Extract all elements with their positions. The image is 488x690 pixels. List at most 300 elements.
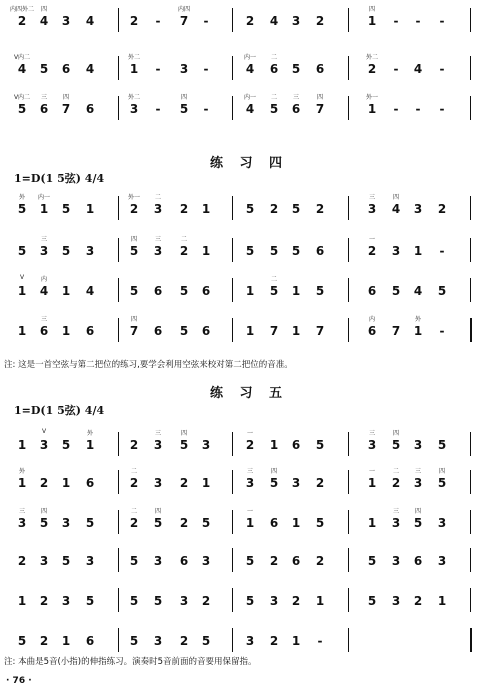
note: 5 bbox=[413, 516, 423, 530]
note: 2 bbox=[269, 202, 279, 216]
score-row bbox=[0, 428, 488, 454]
bar-line bbox=[348, 628, 349, 652]
fingering-mark: 内一 bbox=[37, 194, 51, 201]
bar-line bbox=[348, 278, 349, 302]
note: 5 bbox=[61, 202, 71, 216]
note: 6 bbox=[269, 62, 279, 76]
note: 1 bbox=[413, 324, 423, 338]
note: 2 bbox=[179, 516, 189, 530]
note: 5 bbox=[245, 202, 255, 216]
note: 6 bbox=[291, 102, 301, 116]
note: 5 bbox=[129, 634, 139, 648]
note: 6 bbox=[85, 102, 95, 116]
bar-line bbox=[470, 432, 471, 456]
note: 3 bbox=[391, 554, 401, 568]
note: 5 bbox=[61, 244, 71, 258]
fingering-mark: 内 bbox=[368, 316, 376, 323]
note: 2 bbox=[315, 476, 325, 490]
fingering-mark: 二 bbox=[154, 194, 162, 201]
note: - bbox=[439, 244, 445, 258]
fingering-mark: 外 bbox=[86, 430, 94, 437]
note: 3 bbox=[245, 634, 255, 648]
note: 1 bbox=[367, 476, 377, 490]
bar-line bbox=[232, 96, 233, 120]
note: 6 bbox=[315, 62, 325, 76]
note: 6 bbox=[85, 324, 95, 338]
note: 1 bbox=[17, 284, 27, 298]
note: 3 bbox=[437, 554, 447, 568]
fingering-mark: 外一 bbox=[127, 194, 141, 201]
bar-line bbox=[232, 8, 233, 32]
note: 4 bbox=[391, 202, 401, 216]
note: 1 bbox=[61, 634, 71, 648]
bar-line bbox=[232, 196, 233, 220]
note: 5 bbox=[179, 324, 189, 338]
bar-line bbox=[118, 196, 119, 220]
bar-line bbox=[118, 8, 119, 32]
bar-line bbox=[470, 548, 471, 572]
note: 5 bbox=[291, 62, 301, 76]
bar-line bbox=[470, 588, 471, 612]
note: 2 bbox=[269, 634, 279, 648]
note: 3 bbox=[413, 202, 423, 216]
fingering-mark: 外 bbox=[18, 194, 26, 201]
bar-line bbox=[470, 56, 471, 80]
bar-line bbox=[348, 238, 349, 262]
bar-line bbox=[348, 470, 349, 494]
note: - bbox=[203, 62, 209, 76]
note: 1 bbox=[291, 634, 301, 648]
fingering-mark: 四 bbox=[392, 194, 400, 201]
score-row bbox=[0, 510, 488, 532]
note: 1 bbox=[291, 324, 301, 338]
note: 2 bbox=[269, 554, 279, 568]
note: 1 bbox=[367, 14, 377, 28]
bar-line bbox=[232, 628, 233, 652]
note: 1 bbox=[367, 516, 377, 530]
bar-line bbox=[470, 318, 472, 342]
fingering-mark: 外 bbox=[414, 316, 422, 323]
note: 2 bbox=[129, 476, 139, 490]
note: 5 bbox=[39, 516, 49, 530]
note: 5 bbox=[367, 594, 377, 608]
note: 2 bbox=[39, 476, 49, 490]
note: - bbox=[155, 62, 161, 76]
fingering-mark: 二 bbox=[130, 508, 138, 515]
bar-line bbox=[470, 628, 472, 652]
note: 2 bbox=[179, 202, 189, 216]
note: 1 bbox=[17, 438, 27, 452]
fingering-mark: 四 bbox=[62, 94, 70, 101]
note: 1 bbox=[85, 202, 95, 216]
score-row bbox=[0, 628, 488, 650]
note: 4 bbox=[85, 62, 95, 76]
fingering-mark: 四 bbox=[270, 468, 278, 475]
note: 1 bbox=[367, 102, 377, 116]
note: 3 bbox=[153, 438, 163, 452]
note: 5 bbox=[153, 594, 163, 608]
note: 2 bbox=[437, 202, 447, 216]
score-row bbox=[0, 318, 488, 340]
fingering-mark: V内二 bbox=[13, 94, 31, 101]
note: 1 bbox=[61, 284, 71, 298]
note: 1 bbox=[291, 516, 301, 530]
bar-line bbox=[232, 238, 233, 262]
fingering-mark: 内一 bbox=[243, 94, 257, 101]
note: 2 bbox=[129, 14, 139, 28]
bar-line bbox=[470, 470, 471, 494]
score-row bbox=[0, 238, 488, 260]
fingering-mark: 四 bbox=[368, 6, 376, 13]
note: 4 bbox=[39, 284, 49, 298]
note: 3 bbox=[201, 554, 211, 568]
fingering-mark: 三 bbox=[368, 194, 376, 201]
note: 5 bbox=[245, 594, 255, 608]
note: 3 bbox=[153, 202, 163, 216]
bar-line bbox=[118, 238, 119, 262]
note: 1 bbox=[269, 438, 279, 452]
score-row bbox=[0, 274, 488, 300]
note: 1 bbox=[17, 324, 27, 338]
note: 4 bbox=[85, 14, 95, 28]
score-row bbox=[0, 588, 488, 610]
note: 5 bbox=[315, 438, 325, 452]
note: - bbox=[415, 102, 421, 116]
note: 3 bbox=[437, 516, 447, 530]
note: 1 bbox=[129, 62, 139, 76]
note: 5 bbox=[315, 284, 325, 298]
note: 2 bbox=[129, 438, 139, 452]
note: 5 bbox=[269, 102, 279, 116]
bar-line bbox=[348, 56, 349, 80]
score-row bbox=[0, 96, 488, 118]
note: 5 bbox=[85, 594, 95, 608]
note: 3 bbox=[61, 14, 71, 28]
note: 3 bbox=[201, 438, 211, 452]
note: 6 bbox=[153, 284, 163, 298]
note: 5 bbox=[437, 476, 447, 490]
note: - bbox=[439, 102, 445, 116]
note: 2 bbox=[17, 14, 27, 28]
note: 3 bbox=[61, 516, 71, 530]
fingering-mark: 内四外二 bbox=[9, 6, 35, 13]
note: 3 bbox=[39, 554, 49, 568]
note: 6 bbox=[61, 62, 71, 76]
note: 2 bbox=[129, 516, 139, 530]
fingering-mark: 三 bbox=[18, 508, 26, 515]
note: 5 bbox=[61, 438, 71, 452]
note: 3 bbox=[391, 244, 401, 258]
note: 3 bbox=[153, 244, 163, 258]
note: 1 bbox=[17, 594, 27, 608]
note: 3 bbox=[179, 594, 189, 608]
fingering-mark: 外二 bbox=[127, 94, 141, 101]
note: 5 bbox=[129, 244, 139, 258]
note: 1 bbox=[39, 202, 49, 216]
note: 7 bbox=[269, 324, 279, 338]
bar-line bbox=[470, 8, 471, 32]
note: 6 bbox=[269, 516, 279, 530]
note: 1 bbox=[61, 476, 71, 490]
note: 4 bbox=[245, 62, 255, 76]
note: 1 bbox=[201, 244, 211, 258]
fingering-mark: 四 bbox=[180, 430, 188, 437]
footnote: 注: 本曲是5音(小指)的伸指练习。演奏时5音前面的音要用保留指。 bbox=[4, 657, 257, 667]
note: 1 bbox=[61, 324, 71, 338]
fingering-mark: 四 bbox=[392, 430, 400, 437]
note: 1 bbox=[413, 244, 423, 258]
note: 7 bbox=[179, 14, 189, 28]
fingering-mark: 二 bbox=[130, 468, 138, 475]
fingering-mark: 一 bbox=[368, 236, 376, 243]
fingering-mark: 二 bbox=[270, 276, 278, 283]
fingering-mark: 三 bbox=[154, 430, 162, 437]
bar-line bbox=[118, 318, 119, 342]
note: 3 bbox=[245, 476, 255, 490]
note: 2 bbox=[367, 62, 377, 76]
note: 4 bbox=[17, 62, 27, 76]
note: 5 bbox=[129, 554, 139, 568]
fingering-mark: 二 bbox=[392, 468, 400, 475]
bar-line bbox=[232, 432, 233, 456]
fingering-mark: 外二 bbox=[365, 54, 379, 61]
note: 3 bbox=[85, 554, 95, 568]
note: - bbox=[439, 14, 445, 28]
note: 3 bbox=[269, 594, 279, 608]
note: 7 bbox=[61, 102, 71, 116]
bar-line bbox=[470, 96, 471, 120]
bar-line bbox=[232, 278, 233, 302]
fingering-mark: 二 bbox=[180, 236, 188, 243]
note: - bbox=[155, 14, 161, 28]
fingering-mark: 三 bbox=[40, 94, 48, 101]
note: 2 bbox=[413, 594, 423, 608]
bar-line bbox=[232, 56, 233, 80]
bar-line bbox=[118, 96, 119, 120]
score-row bbox=[0, 8, 488, 30]
note: 3 bbox=[153, 476, 163, 490]
note: 6 bbox=[153, 324, 163, 338]
note: 6 bbox=[201, 284, 211, 298]
note: - bbox=[393, 102, 399, 116]
note: 2 bbox=[39, 634, 49, 648]
bar-line bbox=[118, 432, 119, 456]
note: 3 bbox=[291, 14, 301, 28]
bar-line bbox=[470, 510, 471, 534]
note: 4 bbox=[269, 14, 279, 28]
note: 2 bbox=[179, 244, 189, 258]
section-title: 练 习 五 bbox=[210, 386, 289, 401]
note: 2 bbox=[367, 244, 377, 258]
note: 4 bbox=[245, 102, 255, 116]
note: 2 bbox=[315, 554, 325, 568]
bar-line bbox=[232, 548, 233, 572]
score-row bbox=[0, 56, 488, 78]
note: 1 bbox=[85, 438, 95, 452]
note: 5 bbox=[315, 516, 325, 530]
note: 6 bbox=[39, 102, 49, 116]
fingering-mark: 外 bbox=[18, 468, 26, 475]
note: 1 bbox=[291, 284, 301, 298]
fingering-mark: 三 bbox=[368, 430, 376, 437]
note: 6 bbox=[315, 244, 325, 258]
note: 6 bbox=[413, 554, 423, 568]
note: 5 bbox=[391, 284, 401, 298]
fingering-mark: 外二 bbox=[127, 54, 141, 61]
bar-line bbox=[348, 548, 349, 572]
note: 2 bbox=[245, 438, 255, 452]
note: 5 bbox=[269, 284, 279, 298]
note: 5 bbox=[153, 516, 163, 530]
note: 2 bbox=[291, 594, 301, 608]
fingering-mark: 三 bbox=[40, 316, 48, 323]
note: 2 bbox=[201, 594, 211, 608]
fingering-mark: 二 bbox=[270, 94, 278, 101]
fingering-mark: 四 bbox=[438, 468, 446, 475]
note: 7 bbox=[391, 324, 401, 338]
bar-line bbox=[348, 318, 349, 342]
note: 3 bbox=[391, 594, 401, 608]
note: 5 bbox=[269, 476, 279, 490]
note: 4 bbox=[85, 284, 95, 298]
note: 5 bbox=[367, 554, 377, 568]
fingering-mark: 内 bbox=[40, 276, 48, 283]
note: 5 bbox=[85, 516, 95, 530]
bar-line bbox=[118, 470, 119, 494]
fingering-mark: 三 bbox=[392, 508, 400, 515]
fingering-mark: 三 bbox=[40, 236, 48, 243]
note: 3 bbox=[39, 244, 49, 258]
note: 7 bbox=[315, 102, 325, 116]
bar-line bbox=[348, 8, 349, 32]
note: - bbox=[203, 14, 209, 28]
note: 2 bbox=[17, 554, 27, 568]
score-row bbox=[0, 470, 488, 492]
note: 3 bbox=[413, 438, 423, 452]
note: 3 bbox=[413, 476, 423, 490]
page-number: · 76 · bbox=[6, 676, 32, 686]
note: 5 bbox=[391, 438, 401, 452]
key-signature: 1=D(1 5弦) 4/4 bbox=[14, 404, 105, 417]
note: 2 bbox=[179, 476, 189, 490]
note: 1 bbox=[437, 594, 447, 608]
note: - bbox=[439, 62, 445, 76]
fingering-mark: 三 bbox=[292, 94, 300, 101]
note: 1 bbox=[17, 476, 27, 490]
note: 5 bbox=[245, 554, 255, 568]
bar-line bbox=[348, 196, 349, 220]
note: 3 bbox=[85, 244, 95, 258]
note: 5 bbox=[129, 594, 139, 608]
fingering-mark: 四 bbox=[154, 508, 162, 515]
note: 5 bbox=[269, 244, 279, 258]
note: 5 bbox=[201, 516, 211, 530]
note: 5 bbox=[17, 102, 27, 116]
bar-line bbox=[470, 238, 471, 262]
section-title: 练 习 四 bbox=[210, 156, 289, 171]
note: - bbox=[203, 102, 209, 116]
note: 5 bbox=[129, 284, 139, 298]
bar-line bbox=[232, 318, 233, 342]
fingering-mark: 四 bbox=[130, 236, 138, 243]
fingering-mark: 三 bbox=[246, 468, 254, 475]
fingering-mark: 三 bbox=[414, 468, 422, 475]
note: 1 bbox=[201, 476, 211, 490]
fingering-mark: 三 bbox=[154, 236, 162, 243]
note: 3 bbox=[153, 554, 163, 568]
fingering-mark: 内一 bbox=[243, 54, 257, 61]
note: 3 bbox=[153, 634, 163, 648]
note: 6 bbox=[367, 324, 377, 338]
note: - bbox=[317, 634, 323, 648]
note: 5 bbox=[179, 438, 189, 452]
fingering-mark: 四 bbox=[180, 94, 188, 101]
fingering-mark: 一 bbox=[246, 430, 254, 437]
note: 3 bbox=[17, 516, 27, 530]
note: 1 bbox=[245, 324, 255, 338]
note: 4 bbox=[413, 62, 423, 76]
note: - bbox=[393, 62, 399, 76]
bar-line bbox=[348, 588, 349, 612]
note: 3 bbox=[391, 516, 401, 530]
fingering-mark: 一 bbox=[246, 508, 254, 515]
bar-line bbox=[232, 510, 233, 534]
bar-line bbox=[348, 510, 349, 534]
fingering-mark: 四 bbox=[40, 6, 48, 13]
fingering-mark: V bbox=[19, 274, 25, 281]
bar-line bbox=[118, 510, 119, 534]
bar-line bbox=[232, 470, 233, 494]
note: 1 bbox=[315, 594, 325, 608]
note: 5 bbox=[201, 634, 211, 648]
note: 5 bbox=[437, 438, 447, 452]
note: 3 bbox=[291, 476, 301, 490]
note: 3 bbox=[179, 62, 189, 76]
note: 2 bbox=[315, 14, 325, 28]
note: 6 bbox=[85, 476, 95, 490]
bar-line bbox=[118, 56, 119, 80]
key-signature: 1=D(1 5弦) 4/4 bbox=[14, 172, 105, 185]
fingering-mark: 四 bbox=[316, 94, 324, 101]
note: 6 bbox=[291, 438, 301, 452]
bar-line bbox=[470, 196, 471, 220]
note: 2 bbox=[391, 476, 401, 490]
note: 6 bbox=[39, 324, 49, 338]
note: 3 bbox=[367, 202, 377, 216]
bar-line bbox=[118, 548, 119, 572]
bar-line bbox=[118, 628, 119, 652]
note: 6 bbox=[85, 634, 95, 648]
note: 2 bbox=[315, 202, 325, 216]
note: 6 bbox=[201, 324, 211, 338]
bar-line bbox=[470, 278, 471, 302]
note: 2 bbox=[179, 634, 189, 648]
fingering-mark: V内二 bbox=[13, 54, 31, 61]
note: - bbox=[439, 324, 445, 338]
note: 5 bbox=[179, 284, 189, 298]
note: - bbox=[155, 102, 161, 116]
note: 7 bbox=[315, 324, 325, 338]
note: 2 bbox=[245, 14, 255, 28]
note: 6 bbox=[291, 554, 301, 568]
note: 5 bbox=[291, 244, 301, 258]
note: 3 bbox=[367, 438, 377, 452]
score-row bbox=[0, 196, 488, 218]
note: 5 bbox=[245, 244, 255, 258]
bar-line bbox=[348, 432, 349, 456]
note: 5 bbox=[291, 202, 301, 216]
note: 2 bbox=[129, 202, 139, 216]
